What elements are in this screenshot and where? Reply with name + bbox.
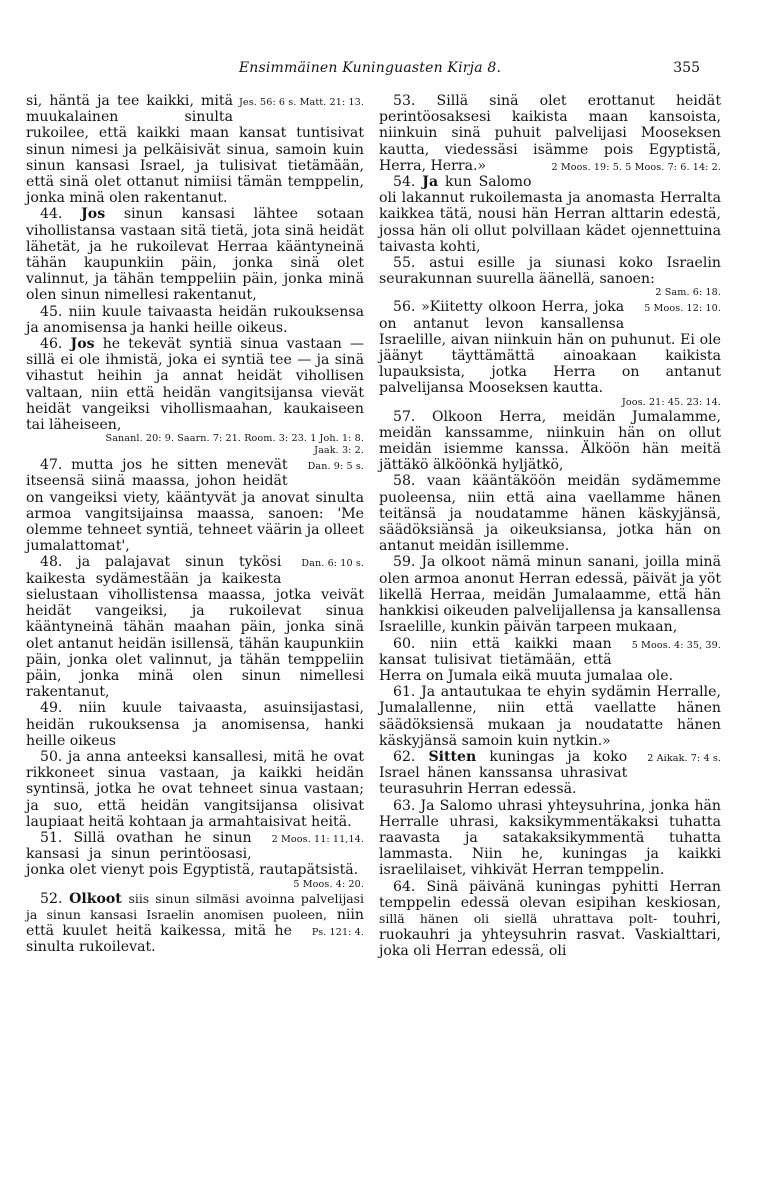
verse-62: 62. Sitten 2 Aikak. 7: 4 s. kuningas ja koko Israel hänen kanssansa uhrasivat teurasuhrin Herran edessä. [379,748,721,798]
cross-reference: Sananl. 20: 9. Saarn. 7: 21. Room. 3: 23. 1 Joh. 1: 8. [105,433,364,445]
verse-52: 52. Olkoot siis sinun silmäsi avoinna palvelijasi ja sinun kansasi Israelin anomisen puoleen, Ps. 121: 4. niin että kuulet heitä kaikessa, mitä he sinulta rukoilevat. [26,890,365,956]
verse-47: Dan. 9: 5 s. 47. mutta jos he sitten menevät itseensä siinä maassa, johon heidät on vangeiksi viety, kääntyvät ja anovat sinulta armoa vangitsijainsa maassa, sanoen: 'Me olemme tehneet syntiä, tehneet väärin ja olleet jumalattomat', [26,457,364,555]
cross-reference: Ps. 121: 4. [311,926,364,938]
verse-54: 54. Ja kun Salomo oli lakannut rukoilemasta ja anomasta Herralta kaikkea tätä, nousi hän Herran alttarin edestä, jossa hän oli ollut polvillaan kädet ojennettuina taivasta kohti, [379,174,721,255]
cross-reference: Jes. 56: 6 s. Matt. 21: 13. [238,97,364,108]
cross-reference: Dan. 6: 10 s. [301,558,364,570]
verse-59: 59. Ja olkoot nämä minun sanani, joilla minä olen armoa anonut Herran edessä, päivät ja yöt likellä Herraa, meidän Jumalaamme, että hän hankkisi oikeuden palvelijallensa ja kansallensa Israelille, kunkin päivän tarpeen mukaan, [379,554,721,636]
verse-49: 49. niin kuule taivaasta, asuinsijastasi, heidän rukouksensa ja anomisensa, hanki heille oikeus [26,700,364,749]
verse-60: 5 Moos. 4: 35, 39. 60. niin että kaikki maan kansat tulisivat tietämään, että Herra on Jumala eikä muuta jumalaa ole. [379,635,721,684]
cross-reference: 2 Moos. 19: 5. 5 Moos. 7: 6. 14: 2. [551,161,721,173]
verse-61: 61. Ja antautukaa te ehyin sydämin Herralle, Jumalallenne, niin että vaellatte hänen säädöksiensä mukaan ja noudatatte hänen käskyjänsä samoin kuin nytkin.» [379,684,721,749]
verse-53: 53. Sillä sinä olet erottanut heidät perintöosaksesi kaikista maan kansoista, niinkuin sinä puhuit palvelijasi Mooseksen kautta, viedessäsi isämme pois Egyptistä, Herra, Herra.» 2 Moos. 19: 5. 5 Moos. 7: 6. 14: 2. [379,93,721,174]
verse-55: 55. astui esille ja siunasi koko Israelin seurakunnan suurella äänellä, sanoen: [379,255,721,288]
verse-44: 44. Jos sinun kansasi lähtee sotaan vihollistansa vastaan sitä tietä, jota sinä heidät lähetät, ja he rukoilevat Herraa kääntyneinä tähän kaupunkiin päin, jonka sinä olet valinnut, ja tähän temppeliin päin, jonka minä olen sinun nimellesi rakentanut, [26,206,364,304]
cross-reference: 5 Moos. 12: 10. [644,303,721,315]
verse-51: 2 Moos. 11: 11,14. 51. Sillä ovathan he sinun kansasi ja sinun perintöosasi, jonka olet vienyt pois Egyptistä, rautapätsistä. [26,829,364,879]
verse-56: 5 Moos. 12: 10. 56. »Kiitetty olkoon Herra, joka on antanut levon kansallensa Israelille, aivan niinkuin hän on puhunut. Ei ole jäänyt täyttämättä ainoakaan kaikista lupauksista, jotka Herra on antanut palvelijansa Mooseksen kautta. [379,299,721,397]
verse-50: 50. ja anna anteeksi kansallesi, mitä he ovat rikkoneet sinua vastaan, ja kaikki heidän syntinsä, jotka he ovat tehneet sinua vastaan; ja suo, että heidän vangitsijansa olisivat laupiaat heitä kohtaan ja armahtaisivat heitä. [26,748,364,830]
verse-58: 58. vaan kääntäköön meidän sydämemme puoleensa, niin että aina vaellamme hänen teitänsä ja noudatamme hänen käskyjänsä, säädöksiänsä ja oikeuksiansa, jotka hän on antanut meidän isillemme. [379,473,721,555]
cross-reference: 5 Moos. 4: 35, 39. [631,639,721,651]
verse-57: 57. Olkoon Herra, meidän Jumalamme, meidän kanssamme, niinkuin hän on ollut meidän isiemme kanssa. Älköön hän meitä jättäkö älköönkä hyljätkö, [379,408,721,474]
verse-63: 63. Ja Salomo uhrasi yhteysuhrina, jonka hän Herralle uhrasi, kaksikymmentäkaksi tuhatta raavasta ja satakaksikymmentä tuhatta lammasta. Niin he, kuningas ja kaikki israelilaiset, vihkivät Herran temppelin. [379,797,721,879]
cross-reference: 2 Aikak. 7: 4 s. [647,752,721,764]
verse-64: 64. Sinä päivänä kuningas pyhitti Herran temppelin edessä olevan esipihan keskiosan, sillä hänen oli siellä uhrattava polt- touhri, ruokauhri ja yhteysuhrin rasvat. Vaskialttari, joka oli Herran edessä, oli [379,878,721,960]
left-column [26,93,364,955]
verse-48: Dan. 6: 10 s. 48. ja palajavat sinun tykösi kaikesta sydämestään ja kaikesta sielustaan vihollistensa maassa, jotka veivät heidät vangeiksi, ja rukoilevat sinua kääntyneinä tähän maahan päin, jonka sinä olet antanut heidän isillensä, tähän kaupunkiin päin, jonka olet valinnut, ja tähän temppeliin päin, jonka minä olen sinun nimellesi rakentanut, [26,554,364,701]
running-title: Ensimmäinen Kuninguasten Kirja 8. [238,60,502,76]
running-header [40,60,700,82]
page-number: 355 [673,60,700,76]
cross-reference: 2 Moos. 11: 11,14. [271,833,364,845]
verse-43-continuation: Jes. 56: 6 s. Matt. 21: 13. si, häntä ja tee kaikki, mitä muukalainen sinulta rukoilee, että kaikki maan kansat tuntisivat sinun nimesi ja pelkäisivät sinua, samoin kuin sinun kansasi Israel, ja tulisivat tietämään, että sinä olet ottanut nimiisi tämän temppelin, jonka minä olen rakentanut. [26,93,364,207]
verse-45: 45. niin kuule taivaasta heidän rukouksensa ja anomisensa ja hanki heille oikeus. [26,303,364,336]
cross-reference: Dan. 9: 5 s. [307,461,364,473]
right-column [379,93,721,960]
cross-reference: 5 Moos. 4: 20. [293,878,364,890]
cross-reference: Joos. 21: 45. 23: 14. [621,396,721,408]
verse-46: 46. Jos he tekevät syntiä sinua vastaan — sillä ei ole ihmistä, joka ei syntiä tee — ja sinä vihastut heihin ja annat heidät vihollisen valtaan, niin että heidän vangitsijansa vievät heidät vangeiksi vihollismaahan, kaukaiseen tai läheiseen, [26,336,364,434]
cross-reference: Jaak. 3: 2. [314,445,364,457]
cross-reference: 2 Sam. 6: 18. [655,287,721,299]
